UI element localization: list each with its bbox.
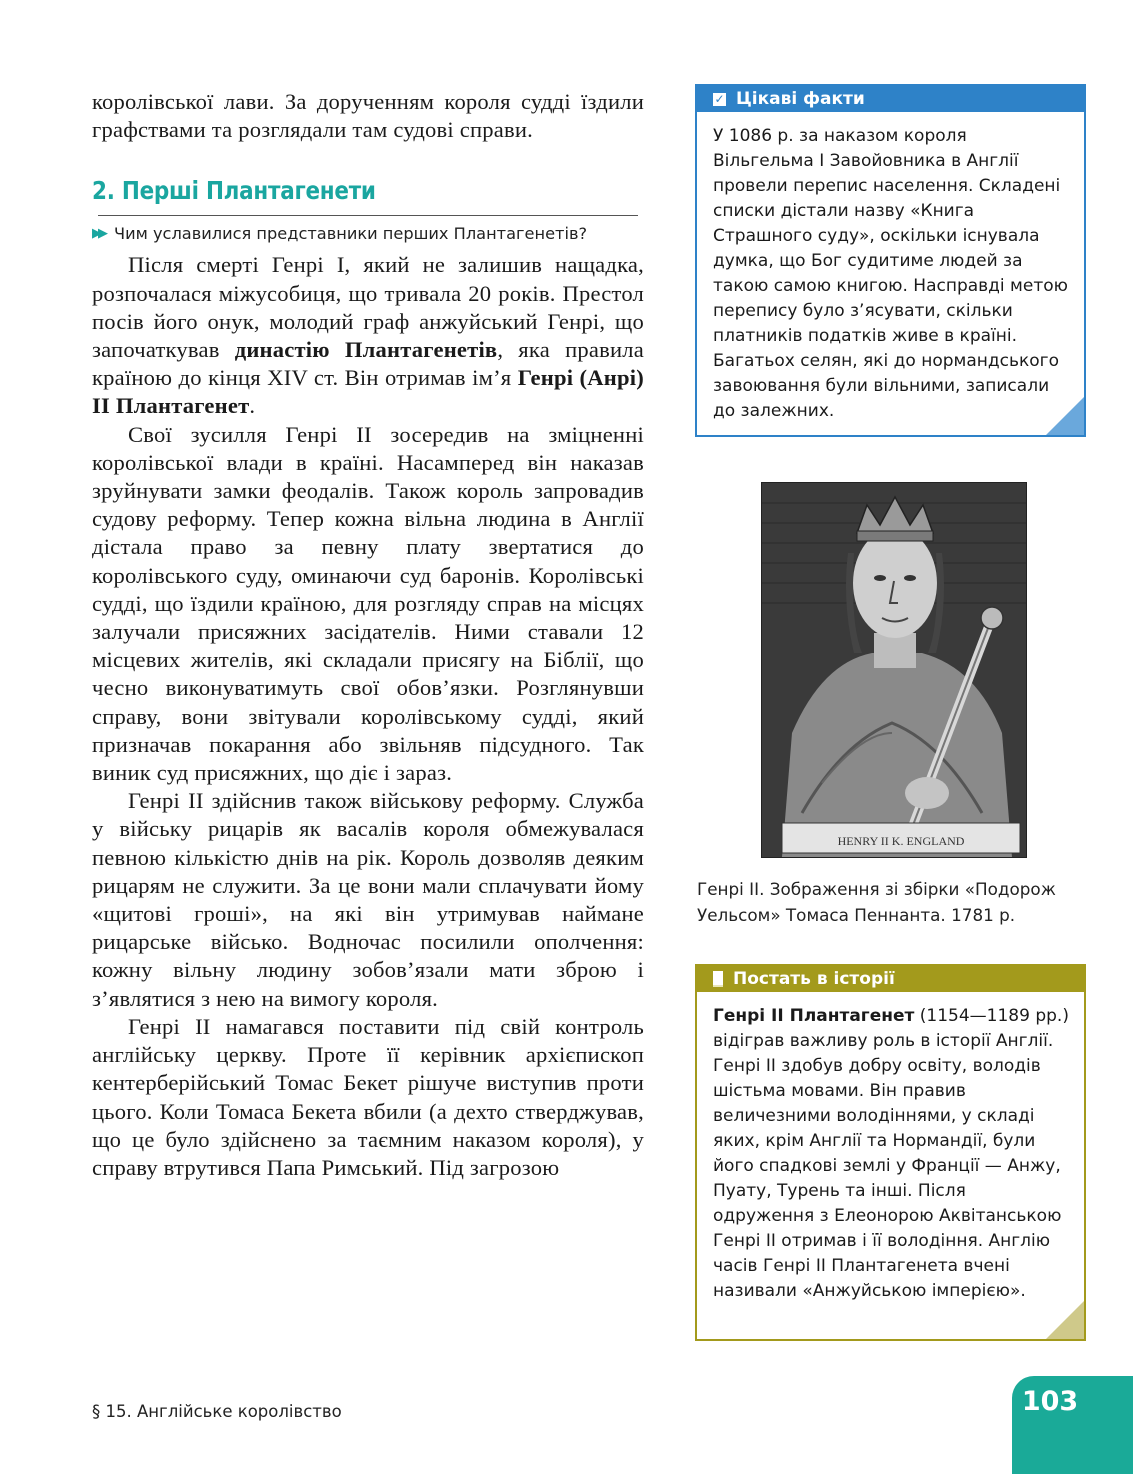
section-divider <box>98 215 638 216</box>
facts-text: У 1086 р. за наказом короля Вільгельма I Завойовника в Англії провели перепис населення. Складені списки дістали назву «Книга Страшного суду», оскільки існувала думка, що Бог судитиме людей за такою самою книгою. Насправді метою перепису було з’ясувати, скільки платників податків живе в країні. Багатьох селян, які до нормандського завоювання були вільними, записали до залежних. <box>713 126 1068 421</box>
portrait-caption: Генрі ІІ. Зображення зі збірки «Подорож Уельсом» Томаса Пеннанта. 1781 р. <box>697 879 1056 925</box>
term-dynasty: династію Плантагенетів <box>234 337 498 363</box>
interesting-facts-box <box>695 84 1086 437</box>
main-text-column <box>92 88 644 1182</box>
paragraph-2: Свої зусилля Генрі II зосередив на зміцненні королівської влади в країні. Насамперед він наказав зруйнувати замки феодалів. Також король запровадив судову реформу. Тепер кожна вільна людина в Англії дістала право за певну плату звертатися до королівського суду, оминаючи суд баронів. Королівські судді, що їздили країною, для розгляду справ на місцях залучали присяжних засідателів. Ними ставали 12 місцевих жителів, які складали присягу на Біблії, що чесно виконуватимуть свої обов’язки. Розглянувши справу, вони звітували королівському судді, який призначав покарання або звільняв підсудного. Так виник суд присяжних, що діє і зараз. <box>92 421 644 786</box>
footer-section-label: § 15. Англійське королівство <box>92 1402 342 1421</box>
paragraph-1: Після смерті Генрі I, який не залишив нащадка, розпочалася міжусобиця, що тривала 20 років. Престол посів його онук, молодий граф анжуйський Генрі, що започаткував династію Плантагенетів, яка правила країною до кінця XIV ст. Він отримав ім’я Генрі (Анрі) II Плантагенет. <box>92 252 644 419</box>
corner-fold-decoration <box>1046 1301 1084 1339</box>
portrait-plaque-text: HENRY II K. ENGLAND <box>837 834 965 848</box>
page-number-tab <box>1012 1376 1133 1474</box>
henry-ii-portrait <box>761 482 1027 858</box>
question-text: Чим уславилися представники перших Плантагенетів? <box>114 224 588 244</box>
person-text: Генрі ІІ Плантагенет (1154—1189 рр.) відіграв важливу роль в історії Англії. Генрі ІІ здобув добру освіту, володів шістьма мовами. Він правив величезними володіннями, у складі яких, крім Англії та Нормандії, були його спадкові землі у Франції — Анжу, Пуату, Турень та інші. Після одруження з Елеонорою Аквітанською Генрі ІІ отримав і її володіння. Англію часів Генрі ІІ Плантагенета вчені називали «Анжуйською імперією». <box>713 1006 1069 1301</box>
person-heading: Постать в історії <box>733 969 895 989</box>
page-number: 103 <box>1021 1386 1079 1417</box>
facts-header <box>697 86 1084 112</box>
book-icon <box>713 971 723 987</box>
paragraph-intro: королівської лави. За дорученням короля судді їздили графствами та розглядали там судові справи. <box>92 89 644 143</box>
term-name: Генрі (Анрі) II Плантагенет <box>92 365 644 419</box>
section-title: 2. Перші Плантагенети <box>92 176 376 206</box>
person-header <box>697 966 1084 992</box>
corner-fold-decoration <box>1046 397 1084 435</box>
historical-figure-box <box>695 964 1086 1341</box>
guiding-question <box>92 224 644 243</box>
paragraph-3: Генрі II здійснив також військову реформу. Служба у війську рицарів як васалів короля обмежувалася певною кількістю днів на рік. Король дозволяв деяким рицарям не служити. За це вони мали сплачувати йому «щитові гроші», на які він утримував наймане рицарське військо. Водночас посилили ополчення: кожну вільну людину зобов’язали мати зброю і з’являтися з нею на вимогу короля. <box>92 788 644 1011</box>
checkbox-icon: ✓ <box>714 91 725 106</box>
facts-heading: Цікаві факти <box>736 89 865 109</box>
person-name: Генрі ІІ Плантагенет <box>713 1006 915 1026</box>
paragraph-4: Генрі II намагався поставити під свій контроль англійську церкву. Проте її керівник архієпископ кентерберійський Томас Бекет рішуче виступив проти цього. Коли Томаса Бекета вбили (а дехто стверджував, що це було здійснено за таємним наказом короля), у справу втрутився Папа Римський. Під загрозою <box>92 1013 644 1180</box>
double-arrow-icon: ▶▶ <box>92 226 104 242</box>
engraving-image <box>762 483 1026 857</box>
